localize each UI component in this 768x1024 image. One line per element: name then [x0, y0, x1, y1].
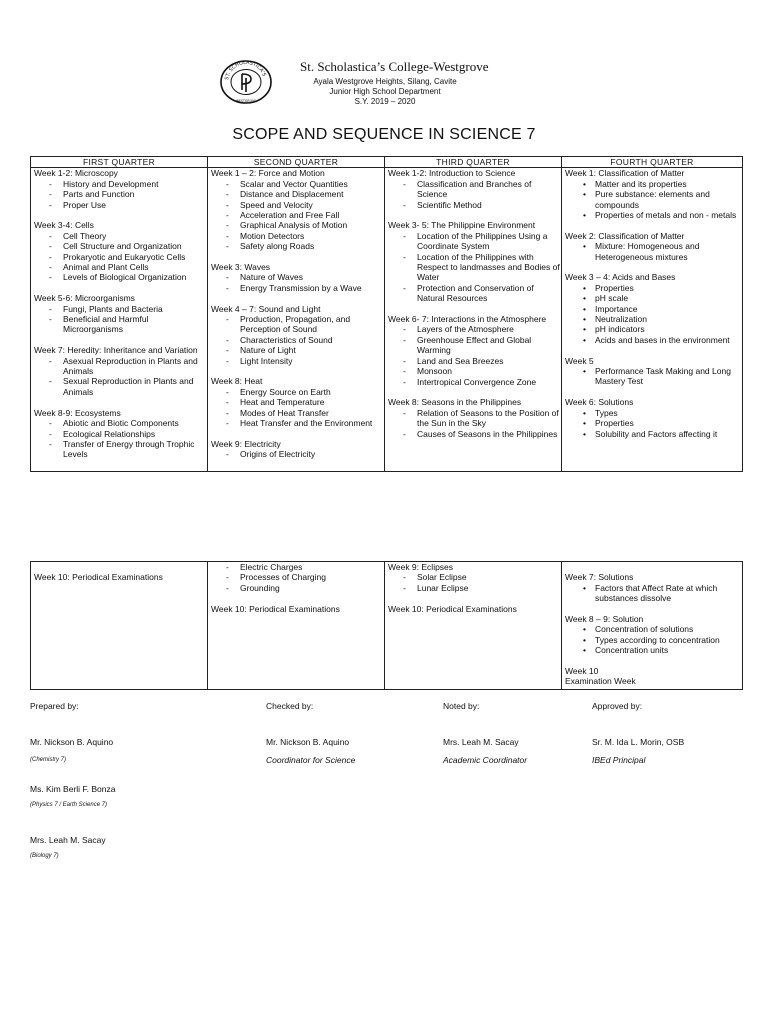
topic-item: - Scalar and Vector Quantities: [211, 179, 384, 189]
topic-item: - Ecological Relationships: [34, 429, 207, 439]
topics-row: [31, 562, 743, 690]
topic-item: - Prokaryotic and Eukaryotic Cells: [34, 252, 207, 262]
preparer-name: Mr. Nickson B. Aquino: [30, 737, 114, 747]
topic-list: [388, 408, 561, 439]
school-year: S.Y. 2019 – 2020: [354, 97, 416, 106]
topic-list: [565, 366, 742, 387]
svg-text:ST. SCHOLASTICA'S: ST. SCHOLASTICA'S: [224, 59, 267, 81]
topic-list: [388, 324, 561, 386]
topic-item: • Properties of metals and non - metals: [565, 210, 742, 220]
topic-item: - Proper Use: [34, 200, 207, 210]
topic-list: [211, 562, 384, 593]
topic-item: • Pure substance: elements and compounds: [565, 189, 742, 210]
topic-item: - Layers of the Atmosphere: [388, 324, 561, 334]
week-heading: Week 8 – 9: Solution: [565, 614, 644, 624]
topic-list: [34, 179, 207, 210]
noted-by-label: Noted by:: [443, 701, 480, 711]
topic-item: - Abiotic and Biotic Components: [34, 418, 207, 428]
week-heading: Week 6: Solutions: [565, 397, 634, 408]
topic-item: - Parts and Function: [34, 189, 207, 199]
topic-item: • Matter and its properties: [565, 179, 742, 189]
topic-item: - Acceleration and Free Fall: [211, 210, 384, 220]
third-quarter-cell: [385, 168, 562, 472]
week-heading: Week 3- 5: The Philippine Environment: [388, 220, 536, 231]
topic-item: - Origins of Electricity: [211, 449, 384, 459]
topic-list: [211, 449, 384, 459]
topic-item: • Factors that Affect Rate at which substances dissolve: [565, 583, 742, 604]
scope-sequence-table-continued: [30, 561, 743, 690]
preparer-subject: (Chemistry 7): [30, 757, 67, 763]
department-name: Junior High School Department: [329, 87, 441, 96]
topic-item: • Neutralization: [565, 314, 742, 324]
topic-list: [388, 231, 561, 304]
topic-item: - Grounding: [211, 583, 384, 593]
topic-item: • pH indicators: [565, 324, 742, 334]
preparer-subject: (Physics 7 / Earth Science 7): [30, 802, 108, 808]
quarter-header: FIRST QUARTER: [31, 157, 208, 168]
week-heading: Week 1 – 2: Force and Motion: [211, 168, 325, 179]
school-name: St. Scholastica’s College-Westgrove: [300, 59, 489, 74]
topic-item: - Lunar Eclipse: [388, 583, 561, 593]
scope-sequence-table: [30, 156, 743, 472]
second-quarter-cell: [208, 562, 385, 690]
topic-list: [388, 179, 561, 210]
prepared-by-label: Prepared by:: [30, 701, 79, 711]
topic-item: - Causes of Seasons in the Philippines: [388, 429, 561, 439]
week-heading: Week 4 – 7: Sound and Light: [211, 303, 321, 314]
topic-list: [211, 314, 384, 366]
week-heading: Week 1: Classification of Matter: [565, 168, 685, 179]
topic-list: [565, 283, 742, 345]
topic-item: • Properties: [565, 418, 742, 428]
week-heading: Week 10: [565, 666, 599, 677]
week-heading: Examination Week: [565, 676, 636, 687]
topic-list: [565, 583, 742, 604]
topic-item: - Asexual Reproduction in Plants and Animals: [34, 356, 207, 377]
topic-item: - Relation of Seasons to the Position of the Sun in the Sky: [388, 408, 561, 429]
topic-item: - Scientific Method: [388, 200, 561, 210]
topic-item: - Location of the Philippines with Respect to landmasses and Bodies of Water: [388, 252, 561, 283]
topic-item: - Distance and Displacement: [211, 189, 384, 199]
topic-item: - Location of the Philippines Using a Coordinate System: [388, 231, 561, 252]
topic-item: • pH scale: [565, 293, 742, 303]
topic-item: - Solar Eclipse: [388, 572, 561, 582]
school-address: Ayala Westgrove Heights, Silang, Cavite: [313, 77, 457, 86]
week-heading: Week 6- 7: Interactions in the Atmosphere: [388, 314, 547, 325]
checked-by-label: Checked by:: [266, 701, 314, 711]
topic-item: - Greenhouse Effect and Global Warming: [388, 335, 561, 356]
week-heading: Week 5-6: Microorganisms: [34, 293, 135, 304]
topic-item: - Safety along Roads: [211, 241, 384, 251]
preparer-subject: (Biology 7): [30, 853, 59, 859]
topic-item: - Fungi, Plants and Bacteria: [34, 304, 207, 314]
topic-item: - Land and Sea Breezes: [388, 356, 561, 366]
fourth-quarter-cell: [562, 562, 743, 690]
checker-name: Mr. Nickson B. Aquino: [266, 737, 350, 747]
week-heading: Week 10: Periodical Examinations: [388, 603, 517, 614]
topics-row: [31, 168, 743, 472]
week-heading: Week 8: Heat: [211, 376, 263, 387]
topic-item: - Energy Source on Earth: [211, 387, 384, 397]
document-title: SCOPE AND SEQUENCE IN SCIENCE 7: [232, 126, 536, 143]
noter-name: Mrs. Leah M. Sacay: [443, 737, 519, 747]
topic-item: - Intertropical Convergence Zone: [388, 377, 561, 387]
week-heading: Week 9: Eclipses: [388, 562, 454, 572]
topic-item: - Motion Detectors: [211, 231, 384, 241]
topic-item: • Performance Task Making and Long Mastery Test: [565, 366, 742, 387]
week-heading: Week 3: Waves: [211, 262, 271, 273]
preparer-name: Ms. Kim Berli F. Bonza: [30, 784, 116, 794]
svg-text:WESTGROVE: WESTGROVE: [235, 99, 257, 103]
second-quarter-cell: [208, 168, 385, 472]
first-quarter-cell: [31, 168, 208, 472]
topic-item: - Protection and Conservation of Natural Resources: [388, 283, 561, 304]
topic-list: [34, 418, 207, 460]
week-heading: Week 3-4: Cells: [34, 220, 94, 231]
topic-item: - Graphical Analysis of Motion: [211, 220, 384, 230]
topic-list: [565, 624, 742, 655]
topic-item: - Monsoon: [388, 366, 561, 376]
topic-item: - Energy Transmission by a Wave: [211, 283, 384, 293]
first-quarter-cell: [31, 562, 208, 690]
topic-item: - Heat Transfer and the Environment: [211, 418, 384, 428]
topic-item: • Solubility and Factors affecting it: [565, 429, 742, 439]
week-heading: Week 9: Electricity: [211, 438, 281, 449]
school-seal-logo: [216, 58, 276, 106]
noter-role: Academic Coordinator: [443, 755, 528, 765]
topic-list: [565, 241, 742, 262]
third-quarter-cell: [385, 562, 562, 690]
week-heading: Week 8-9: Ecosystems: [34, 407, 121, 418]
quarter-header: SECOND QUARTER: [208, 157, 385, 168]
week-heading: Week 1-2: Microscopy: [34, 168, 118, 179]
topic-list: [34, 356, 207, 398]
topic-item: - Production, Propagation, and Perception of Sound: [211, 314, 384, 335]
approved-by-label: Approved by:: [592, 701, 643, 711]
topic-item: • Concentration of solutions: [565, 624, 742, 634]
topic-item: - Cell Structure and Organization: [34, 241, 207, 251]
topic-item: - Processes of Charging: [211, 572, 384, 582]
topic-item: • Types: [565, 408, 742, 418]
topic-item: - Classification and Branches of Science: [388, 179, 561, 200]
topic-item: - Beneficial and Harmful Microorganisms: [34, 314, 207, 335]
topic-item: - Electric Charges: [211, 562, 384, 572]
quarter-header: FOURTH QUARTER: [562, 157, 743, 168]
topic-item: • Properties: [565, 283, 742, 293]
topic-list: [565, 408, 742, 439]
topic-list: [34, 304, 207, 335]
preparer-name: Mrs. Leah M. Sacay: [30, 835, 106, 845]
topic-list: [388, 572, 561, 593]
topic-list: [34, 231, 207, 283]
topic-item: - Animal and Plant Cells: [34, 262, 207, 272]
week-heading: Week 3 – 4: Acids and Bases: [565, 272, 676, 283]
topic-item: • Mixture: Homogeneous and Heterogeneous mixtures: [565, 241, 742, 262]
week-heading: Week 5: [565, 355, 594, 366]
week-heading: Week 2: Classification of Matter: [565, 230, 685, 241]
topic-item: - Characteristics of Sound: [211, 335, 384, 345]
topic-item: • Acids and bases in the environment: [565, 335, 742, 345]
topic-item: - Cell Theory: [34, 231, 207, 241]
topic-item: • Importance: [565, 304, 742, 314]
topic-list: [211, 272, 384, 293]
topic-item: • Types according to concentration: [565, 635, 742, 645]
week-heading: Week 10: Periodical Examinations: [34, 572, 163, 583]
topic-item: - Modes of Heat Transfer: [211, 408, 384, 418]
topic-item: - Transfer of Energy through Trophic Levels: [34, 439, 207, 460]
topic-item: - Sexual Reproduction in Plants and Animals: [34, 376, 207, 397]
quarter-header: THIRD QUARTER: [385, 157, 562, 168]
quarter-header-row: [31, 157, 743, 168]
topic-item: - Nature of Waves: [211, 272, 384, 282]
topic-item: - Heat and Temperature: [211, 397, 384, 407]
fourth-quarter-cell: [562, 168, 743, 472]
topic-item: - Light Intensity: [211, 356, 384, 366]
topic-item: • Concentration units: [565, 645, 742, 655]
approver-role: IBEd Principal: [592, 755, 646, 765]
checker-role: Coordinator for Science: [266, 755, 356, 765]
topic-item: - Speed and Velocity: [211, 200, 384, 210]
topic-item: - Nature of Light: [211, 345, 384, 355]
topic-list: [211, 179, 384, 252]
approver-name: Sr. M. Ida L. Morin, OSB: [592, 737, 685, 747]
week-heading: Week 7: Heredity: Inheritance and Variation: [34, 345, 198, 356]
topic-list: [565, 179, 742, 221]
week-heading: Week 10: Periodical Examinations: [211, 603, 340, 614]
topic-item: - History and Development: [34, 179, 207, 189]
week-heading: Week 7: Solutions: [565, 572, 634, 583]
topic-item: - Levels of Biological Organization: [34, 272, 207, 282]
week-heading: Week 1-2: Introduction to Science: [388, 168, 516, 179]
topic-list: [211, 387, 384, 429]
week-heading: Week 8: Seasons in the Philippines: [388, 397, 522, 408]
